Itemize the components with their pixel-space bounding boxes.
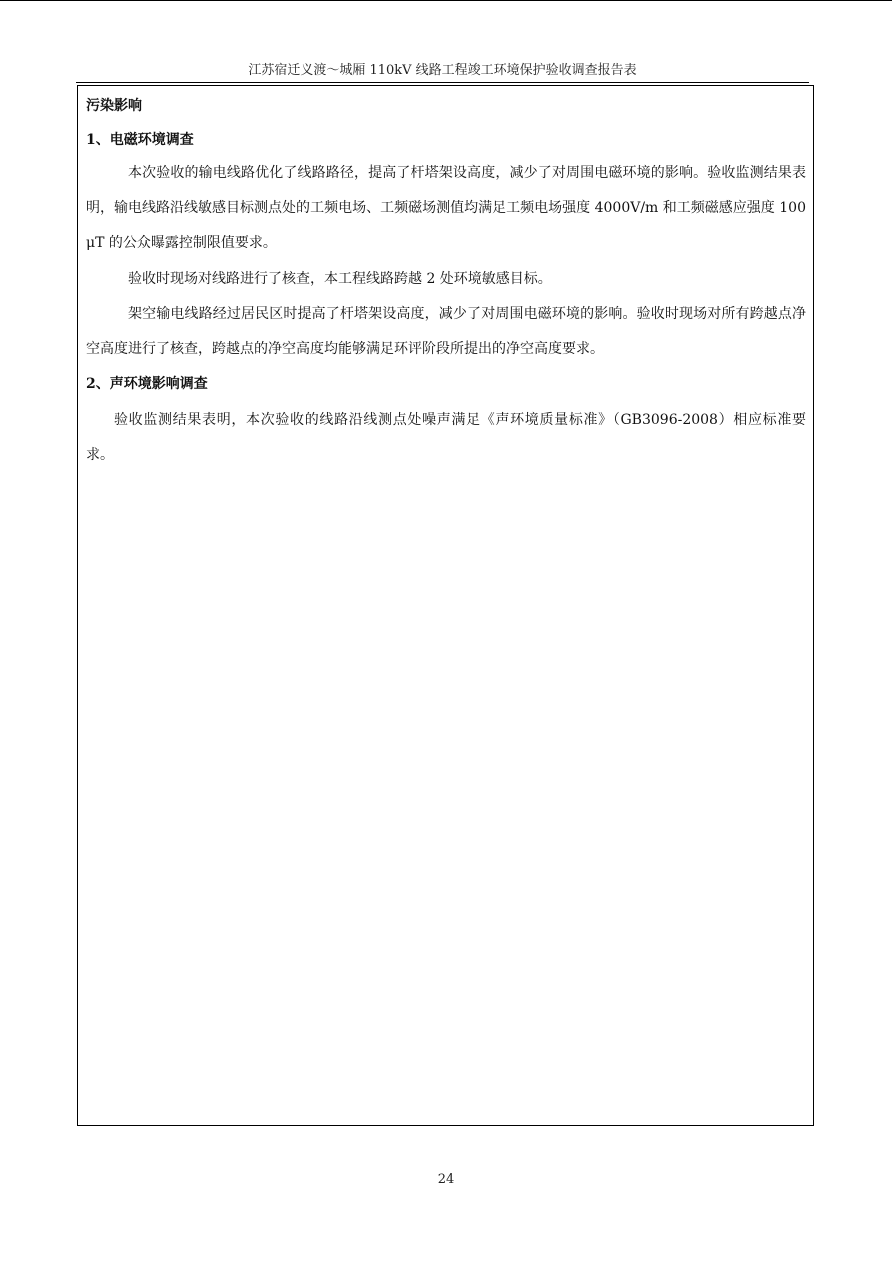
report-content-box <box>77 85 814 1126</box>
running-header: 江苏宿迁义渡～城厢 110kV 线路工程竣工环境保护验收调查报告表 <box>248 63 637 78</box>
page-number: 24 <box>437 1172 455 1187</box>
paragraph-electromagnetic-monitoring: 本次验收的输电线路优化了线路路径，提高了杆塔架设高度，减少了对周围电磁环境的影响。验收监测结果表明，输电线路沿线敏感目标测点处的工频电场、工频磁场测值均满足工频电场强度 4000V/m 和工频磁感应强度 100μT 的公众曝露控制限值要求。 <box>86 165 806 251</box>
paragraph-noise-monitoring: 验收监测结果表明，本次验收的线路沿线测点处噪声满足《声环境质量标准》（GB3096-2008）相应标准要求。 <box>86 412 806 463</box>
section-title-pollution-impact: 污染影响 <box>86 98 142 114</box>
paragraph-clearance-height: 架空输电线路经过居民区时提高了杆塔架设高度，减少了对周围电磁环境的影响。验收时现场对所有跨越点净空高度进行了核查，跨越点的净空高度均能够满足环评阶段所提出的净空高度要求。 <box>86 306 806 357</box>
paragraph-site-verification: 验收时现场对线路进行了核查，本工程线路跨越 2 处环境敏感目标。 <box>128 271 552 287</box>
header-rule <box>76 82 809 83</box>
page-top-edge <box>0 0 892 1</box>
subsection-heading-acoustic: 2、声环境影响调查 <box>86 376 208 392</box>
subsection-heading-electromagnetic: 1、电磁环境调查 <box>86 132 194 148</box>
